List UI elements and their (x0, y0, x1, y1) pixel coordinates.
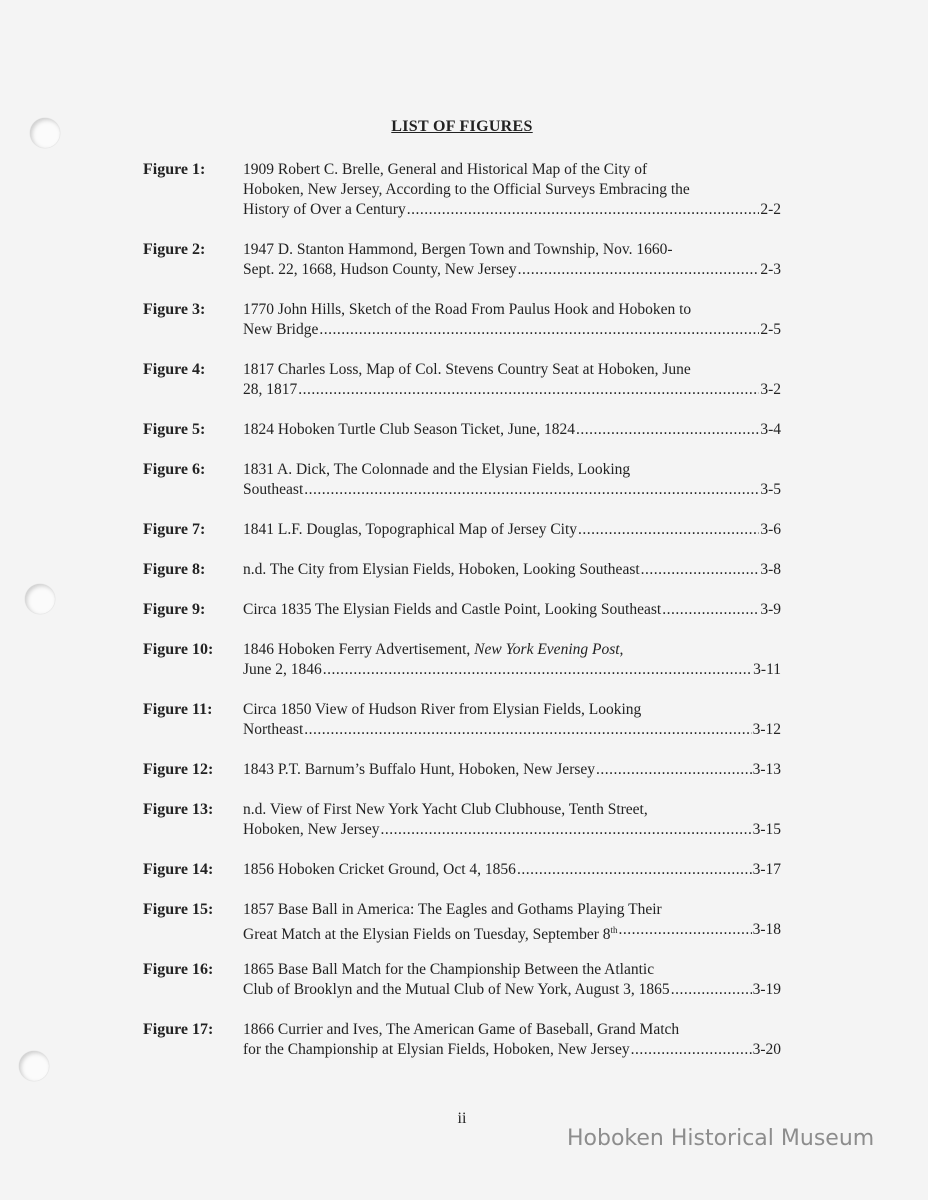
figure-description-final-text: Great Match at the Elysian Fields on Tuesday, September 8 (243, 926, 611, 944)
leader-dots (576, 420, 759, 440)
figure-description-line (243, 800, 781, 820)
figure-description-text (243, 480, 303, 500)
figure-description-text (243, 720, 303, 740)
figure-description-text (243, 200, 406, 220)
figure-description-final-text: New Bridge (243, 321, 319, 338)
leader-dots (631, 1040, 752, 1060)
figure-entry-final-line (243, 1040, 781, 1060)
figure-entry-final-line (243, 420, 781, 440)
figure-description (243, 700, 781, 740)
figure-description-text: 1831 A. Dick, The Colonnade and the Elysian Fields, Looking (243, 461, 631, 478)
leader-dots (662, 600, 759, 620)
figure-description-text: 1909 Robert C. Brelle, General and Historical Map of the City of (243, 161, 648, 178)
figure-label: Figure 1: (143, 161, 206, 178)
figure-description-text (243, 920, 618, 945)
figure-description-text: 1865 Base Ball Match for the Championship Between the Atlantic (243, 961, 655, 978)
figure-description-line (243, 300, 781, 320)
figure-entry-final-line (243, 980, 781, 1000)
figure-page-number: 3-4 (760, 421, 781, 438)
figure-description-line (243, 700, 781, 720)
figure-entry-final-line (243, 920, 781, 945)
figure-description (243, 600, 781, 620)
figure-description (243, 800, 781, 840)
figure-description-final-text: 1824 Hoboken Turtle Club Season Ticket, June, 1824 (243, 421, 575, 438)
figure-page-number: 3-9 (760, 601, 781, 618)
figure-entry-final-line (243, 820, 781, 840)
figure-description-line (243, 900, 781, 920)
figure-description (243, 900, 781, 945)
figure-entry-final-line (243, 520, 781, 540)
figure-description-line (243, 640, 781, 660)
figure-description-final-text: Northeast (243, 721, 304, 738)
figure-description-text: 1817 Charles Loss, Map of Col. Stevens Country Seat at Hoboken, June (243, 361, 691, 378)
figure-description-text (243, 860, 516, 880)
figure-entry-final-line (243, 660, 781, 680)
figure-label: Figure 13: (143, 801, 214, 818)
figure-page-number: 3-2 (760, 381, 781, 398)
figure-description-text (243, 1040, 630, 1060)
leader-dots (304, 480, 759, 500)
figure-page-number: 2-5 (760, 321, 781, 338)
figure-description-line (243, 160, 781, 180)
figure-description-text (243, 560, 640, 580)
figure-description-text: Hoboken, New Jersey, According to the Official Surveys Embracing the (243, 181, 690, 198)
figure-description-final-text: n.d. The City from Elysian Fields, Hoboken, Looking Southeast (243, 561, 640, 578)
figure-description-line (243, 360, 781, 380)
figure-description-text (243, 820, 379, 840)
figure-description-final-text: Sept. 22, 1668, Hudson County, New Jersey (243, 261, 517, 278)
figure-entry-final-line (243, 760, 781, 780)
figure-label: Figure 9: (143, 601, 206, 618)
figure-description-text (243, 380, 297, 400)
figure-label: Figure 15: (143, 901, 214, 918)
figure-publication-title: New York Evening Post, (474, 641, 624, 658)
leader-dots (380, 820, 751, 840)
figure-description-line (243, 240, 781, 260)
figure-page-number: 3-17 (752, 861, 781, 878)
figure-label: Figure 11: (143, 701, 213, 718)
figure-description-text (243, 420, 575, 440)
figure-page-number: 3-12 (752, 721, 781, 738)
figure-page-number: 3-11 (753, 661, 781, 678)
leader-dots (517, 860, 752, 880)
figure-description-text: 1947 D. Stanton Hammond, Bergen Town and Township, Nov. 1660- (243, 241, 673, 258)
figure-page-number: 2-3 (760, 261, 781, 278)
figure-description (243, 300, 781, 340)
figure-description-final-text: for the Championship at Elysian Fields, Hoboken, New Jersey (243, 1041, 630, 1058)
leader-dots (298, 380, 759, 400)
figure-label: Figure 14: (143, 861, 214, 878)
figure-page-number: 3-18 (752, 921, 781, 938)
figure-description-text (243, 260, 517, 280)
leader-dots (671, 980, 752, 1000)
figure-label: Figure 8: (143, 561, 206, 578)
figure-description-text (243, 600, 661, 620)
figure-page-number: 3-20 (752, 1041, 781, 1058)
figure-description (243, 520, 781, 540)
leader-dots (619, 920, 752, 945)
figure-description (243, 460, 781, 500)
figure-description-text: 1770 John Hills, Sketch of the Road From Paulus Hook and Hoboken to (243, 301, 692, 318)
leader-dots (578, 520, 759, 540)
figure-description (243, 240, 781, 280)
figure-label: Figure 5: (143, 421, 206, 438)
figure-description-text (243, 520, 577, 540)
figure-description-text: Circa 1850 View of Hudson River from Elysian Fields, Looking (243, 701, 642, 718)
ordinal-suffix: th (610, 925, 618, 935)
figure-description-text: n.d. View of First New York Yacht Club Clubhouse, Tenth Street, (243, 801, 648, 818)
figure-description (243, 560, 781, 580)
figure-page-number: 3-13 (752, 761, 781, 778)
figure-description-line (243, 180, 781, 200)
figure-description-text (243, 760, 595, 780)
figure-description-text: 1857 Base Ball in America: The Eagles and Gothams Playing Their (243, 901, 662, 918)
figure-description-final-text: History of Over a Century (243, 201, 406, 218)
page-title: LIST OF FIGURES (391, 118, 533, 135)
figure-description-text (243, 320, 318, 340)
figure-entry-final-line (243, 720, 781, 740)
leader-dots (596, 760, 752, 780)
figure-entry-final-line (243, 480, 781, 500)
figure-description (243, 1020, 781, 1060)
figure-description-final-text: 1856 Hoboken Cricket Ground, Oct 4, 1856 (243, 861, 516, 878)
figure-description-final-text: 1843 P.T. Barnum’s Buffalo Hunt, Hoboken, New Jersey (243, 761, 596, 778)
figure-description-line (243, 460, 781, 480)
figure-description (243, 160, 781, 220)
figure-page-number: 3-19 (752, 981, 781, 998)
figure-page-number: 3-6 (760, 521, 781, 538)
figure-description-final-text: Hoboken, New Jersey (243, 821, 380, 838)
figure-description-text (243, 980, 670, 1000)
figure-description (243, 960, 781, 1000)
figure-label: Figure 12: (143, 761, 214, 778)
figure-label: Figure 4: (143, 361, 206, 378)
figure-page-number: 3-15 (752, 821, 781, 838)
figure-description-line (243, 1020, 781, 1040)
figure-description-text (243, 660, 322, 680)
leader-dots (518, 260, 760, 280)
figure-description-final-text: Club of Brooklyn and the Mutual Club of New York, August 3, 1865 (243, 981, 670, 998)
figure-description (243, 420, 781, 440)
figure-label: Figure 6: (143, 461, 206, 478)
page-number: ii (457, 1110, 467, 1127)
figure-description-line (243, 960, 781, 980)
figure-entry-final-line (243, 600, 781, 620)
watermark: Hoboken Historical Museum (567, 1126, 875, 1151)
figure-label: Figure 2: (143, 241, 206, 258)
figure-label: Figure 7: (143, 521, 206, 538)
figure-description-final-text: Southeast (243, 481, 304, 498)
leader-dots (304, 720, 751, 740)
leader-dots (323, 660, 752, 680)
punch-hole-middle (25, 584, 55, 614)
punch-hole-bottom (19, 1051, 49, 1081)
figure-entry-final-line (243, 320, 781, 340)
leader-dots (641, 560, 760, 580)
figure-description-final-text: Circa 1835 The Elysian Fields and Castle Point, Looking Southeast (243, 601, 662, 618)
figure-description-text: 1846 Hoboken Ferry Advertisement, (243, 641, 471, 658)
figure-description (243, 360, 781, 400)
figure-page-number: 3-5 (760, 481, 781, 498)
figure-entry-final-line (243, 380, 781, 400)
figure-label: Figure 3: (143, 301, 206, 318)
figure-label: Figure 10: (143, 641, 214, 658)
figure-entry-final-line (243, 860, 781, 880)
figure-description-text: 1866 Currier and Ives, The American Game of Baseball, Grand Match (243, 1021, 680, 1038)
figure-description (243, 640, 781, 680)
figure-page-number: 2-2 (760, 201, 781, 218)
figure-page-number: 3-8 (760, 561, 781, 578)
figure-label: Figure 16: (143, 961, 214, 978)
figure-description-final-text: 28, 1817 (243, 381, 298, 398)
figure-entry-final-line (243, 200, 781, 220)
figure-description (243, 860, 781, 880)
figure-description-final-text: June 2, 1846 (243, 661, 322, 678)
leader-dots (407, 200, 760, 220)
figure-description-final-text: 1841 L.F. Douglas, Topographical Map of Jersey City (243, 521, 578, 538)
leader-dots (319, 320, 759, 340)
figure-entry-final-line (243, 260, 781, 280)
figure-description (243, 760, 781, 780)
figure-label: Figure 17: (143, 1021, 214, 1038)
figure-entry-final-line (243, 560, 781, 580)
